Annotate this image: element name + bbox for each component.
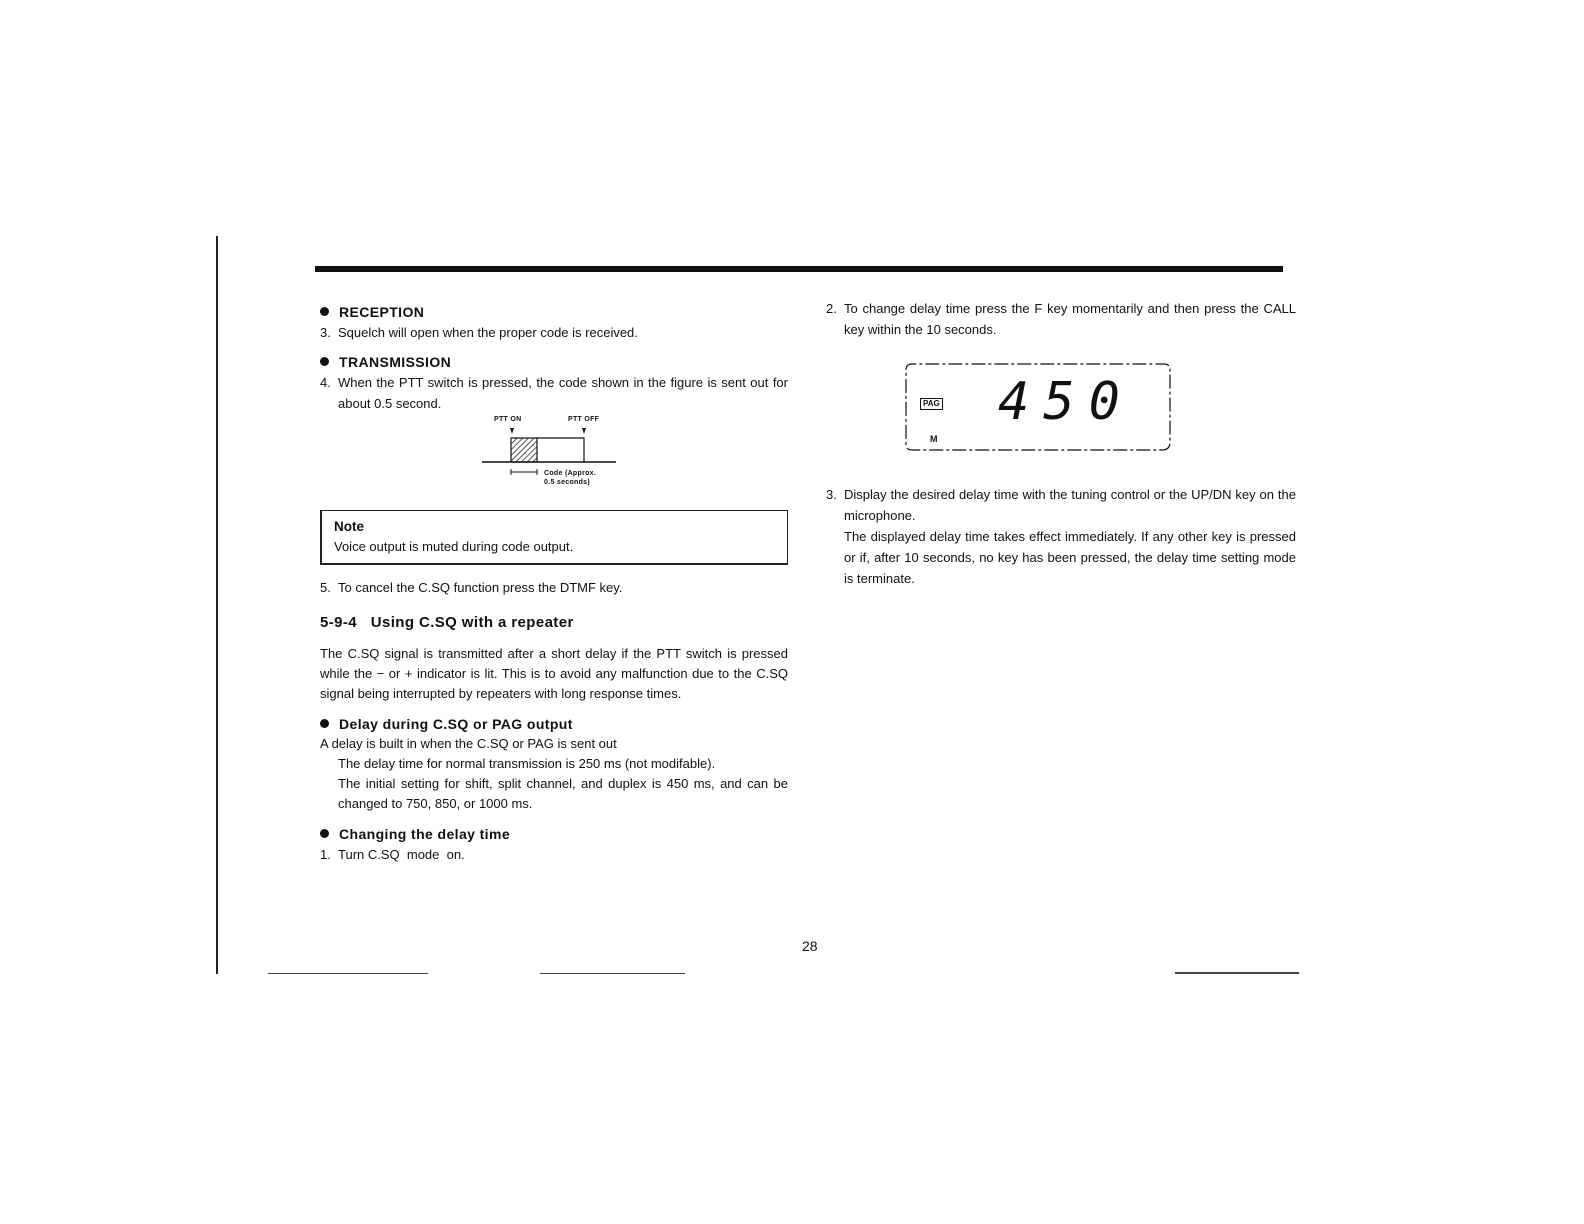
bullet-icon bbox=[320, 357, 329, 366]
bottom-rule bbox=[1175, 972, 1299, 974]
code-label-line1: Code (Approx. bbox=[544, 470, 597, 477]
item-text: To change delay time press the F key momentarily and then press the CALL key within the 10 seconds. bbox=[844, 301, 1296, 337]
item-continuation: The displayed delay time takes effect immediately. If any other key is pressed or if, after 10 seconds, no key has been pressed, the delay time setting mode is terminate. bbox=[844, 529, 1296, 586]
memory-indicator: M bbox=[930, 434, 938, 444]
list-item bbox=[826, 298, 1296, 340]
lcd-display bbox=[902, 362, 1172, 454]
bottom-rule bbox=[540, 973, 685, 974]
item-number: 5. bbox=[320, 580, 331, 595]
header-bar bbox=[315, 266, 1283, 272]
item-number: 4. bbox=[320, 375, 331, 390]
note-box bbox=[320, 510, 788, 565]
ptt-on-label: PTT ON bbox=[494, 416, 522, 423]
ptt-pulse bbox=[537, 438, 584, 462]
list-item bbox=[320, 372, 788, 414]
item-text: Display the desired delay time with the tuning control or the UP/DN key on the microphone. bbox=[844, 487, 1296, 523]
ptt-off-label: PTT OFF bbox=[568, 416, 600, 423]
delay-intro: A delay is built in when the C.SQ or PAG is sent out bbox=[320, 736, 617, 751]
transmission-heading bbox=[320, 352, 788, 372]
ptt-on-arrow-icon bbox=[510, 428, 514, 434]
section-paragraph: The C.SQ signal is transmitted after a short delay if the PTT switch is pressed while the − or + indicator is lit. This is to avoid any malfunction due to the C.SQ signal being interrupted by repeaters with long response times. bbox=[320, 646, 788, 701]
delay-normal: The delay time for normal transmission is 250 ms (not modifable). bbox=[338, 756, 716, 771]
list-item bbox=[826, 484, 1296, 526]
ptt-timing-figure bbox=[320, 414, 788, 498]
bullet-icon bbox=[320, 307, 329, 316]
item-number: 3. bbox=[320, 325, 331, 340]
list-item bbox=[320, 322, 788, 343]
section-title: Using C.SQ with a repeater bbox=[370, 614, 574, 631]
bullet-icon bbox=[320, 719, 329, 728]
note-text: Voice output is muted during code output. bbox=[334, 539, 574, 554]
ptt-off-arrow-icon bbox=[582, 428, 586, 434]
delay-heading-text: Delay during C.SQ or PAG output bbox=[339, 716, 573, 732]
delay-initial: The initial setting for shift, split channel, and duplex is 450 ms, and can be changed to 750, 850, or 1000 ms. bbox=[338, 776, 788, 811]
lcd-digits: 450 bbox=[998, 372, 1134, 432]
pag-indicator: PAG bbox=[920, 398, 943, 410]
item-text: Squelch will open when the proper code is received. bbox=[338, 325, 638, 340]
section-heading bbox=[320, 612, 788, 634]
note-title: Note bbox=[334, 519, 364, 534]
item-text: Turn C.SQ mode on. bbox=[338, 847, 465, 862]
code-block bbox=[511, 438, 537, 462]
bottom-rule bbox=[268, 973, 428, 974]
item-text: To cancel the C.SQ function press the DTMF key. bbox=[338, 580, 623, 595]
item-number: 3. bbox=[826, 487, 837, 502]
page-edge-rule bbox=[216, 236, 218, 974]
changing-heading bbox=[320, 824, 788, 844]
reception-heading bbox=[320, 302, 788, 322]
page-number: 28 bbox=[802, 938, 818, 954]
code-label-line2: 0.5 seconds) bbox=[544, 479, 591, 486]
item-text: When the PTT switch is pressed, the code shown in the figure is sent out for about 0.5 second. bbox=[338, 375, 788, 411]
item-number: 1. bbox=[320, 847, 331, 862]
delay-heading bbox=[320, 714, 788, 734]
list-item bbox=[320, 577, 788, 598]
list-item bbox=[320, 844, 788, 865]
right-column bbox=[826, 298, 1296, 589]
transmission-heading-text: TRANSMISSION bbox=[339, 354, 452, 370]
section-number: 5-9-4 bbox=[320, 614, 358, 631]
bullet-icon bbox=[320, 829, 329, 838]
item-number: 2. bbox=[826, 301, 837, 316]
changing-heading-text: Changing the delay time bbox=[339, 826, 510, 842]
left-column bbox=[320, 302, 788, 865]
reception-heading-text: RECEPTION bbox=[339, 304, 425, 320]
